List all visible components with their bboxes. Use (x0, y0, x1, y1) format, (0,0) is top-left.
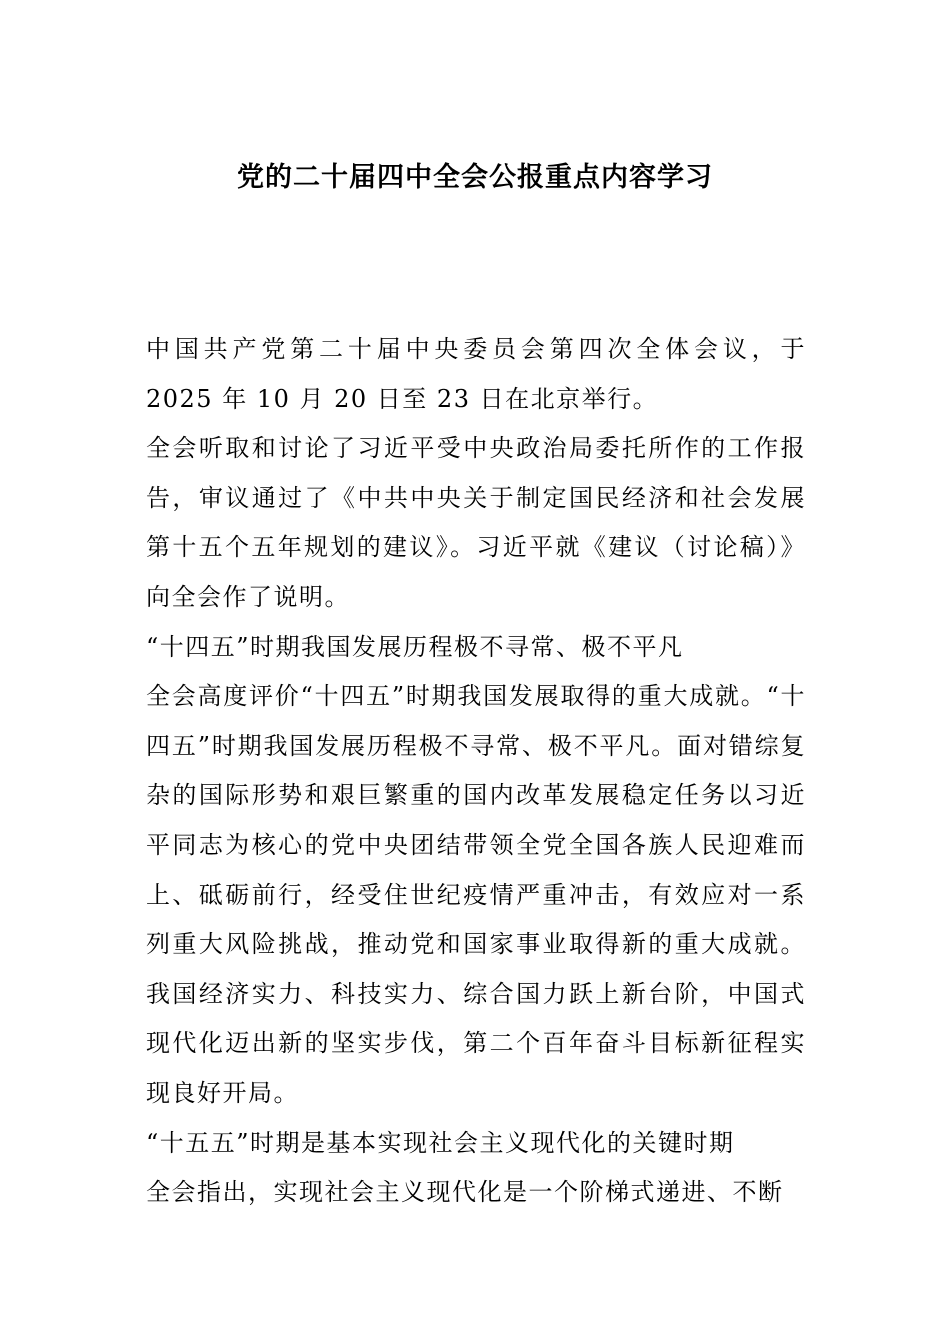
document-title: 党的二十届四中全会公报重点内容学习 (237, 162, 713, 193)
paragraph-meeting-info: 中国共产党第二十届中央委员会第四次全体会议，于 2025 年 10 月 20 日至 23 日在北京举行。 (146, 335, 806, 413)
section-heading-15th-plan: “十五五”时期是基本实现社会主义现代化的关键时期 (146, 1128, 735, 1157)
section-heading-14th-plan: “十四五”时期我国发展历程极不寻常、极不平凡 (146, 632, 684, 661)
paragraph-work-report: 全会听取和讨论了习近平受中央政治局委托所作的工作报告，审议通过了《中共中央关于制定国民经济和社会发展第十五个五年规划的建议》。习近平就《建议（讨论稿）》向全会作了说明。 (146, 434, 806, 611)
document-body (146, 325, 806, 1218)
paragraph-15th-plan-intro: 全会指出，实现社会主义现代化是一个阶梯式递进、不断 (146, 1178, 784, 1207)
paragraph-14th-plan-achievements: 全会高度评价“十四五”时期我国发展取得的重大成就。“十四五”时期我国发展历程极不寻常、极不平凡。面对错综复杂的国际形势和艰巨繁重的国内改革发展稳定任务以习近平同志为核心的党中央团结带领全党全国各族人民迎难而上、砥砺前行，经受住世纪疫情严重冲击，有效应对一系列重大风险挑战，推动党和国家事业取得新的重大成就。我国经济实力、科技实力、综合国力跃上新台阶，中国式现代化迈出新的坚实步伐，第二个百年奋斗目标新征程实现良好开局。 (146, 682, 806, 1107)
